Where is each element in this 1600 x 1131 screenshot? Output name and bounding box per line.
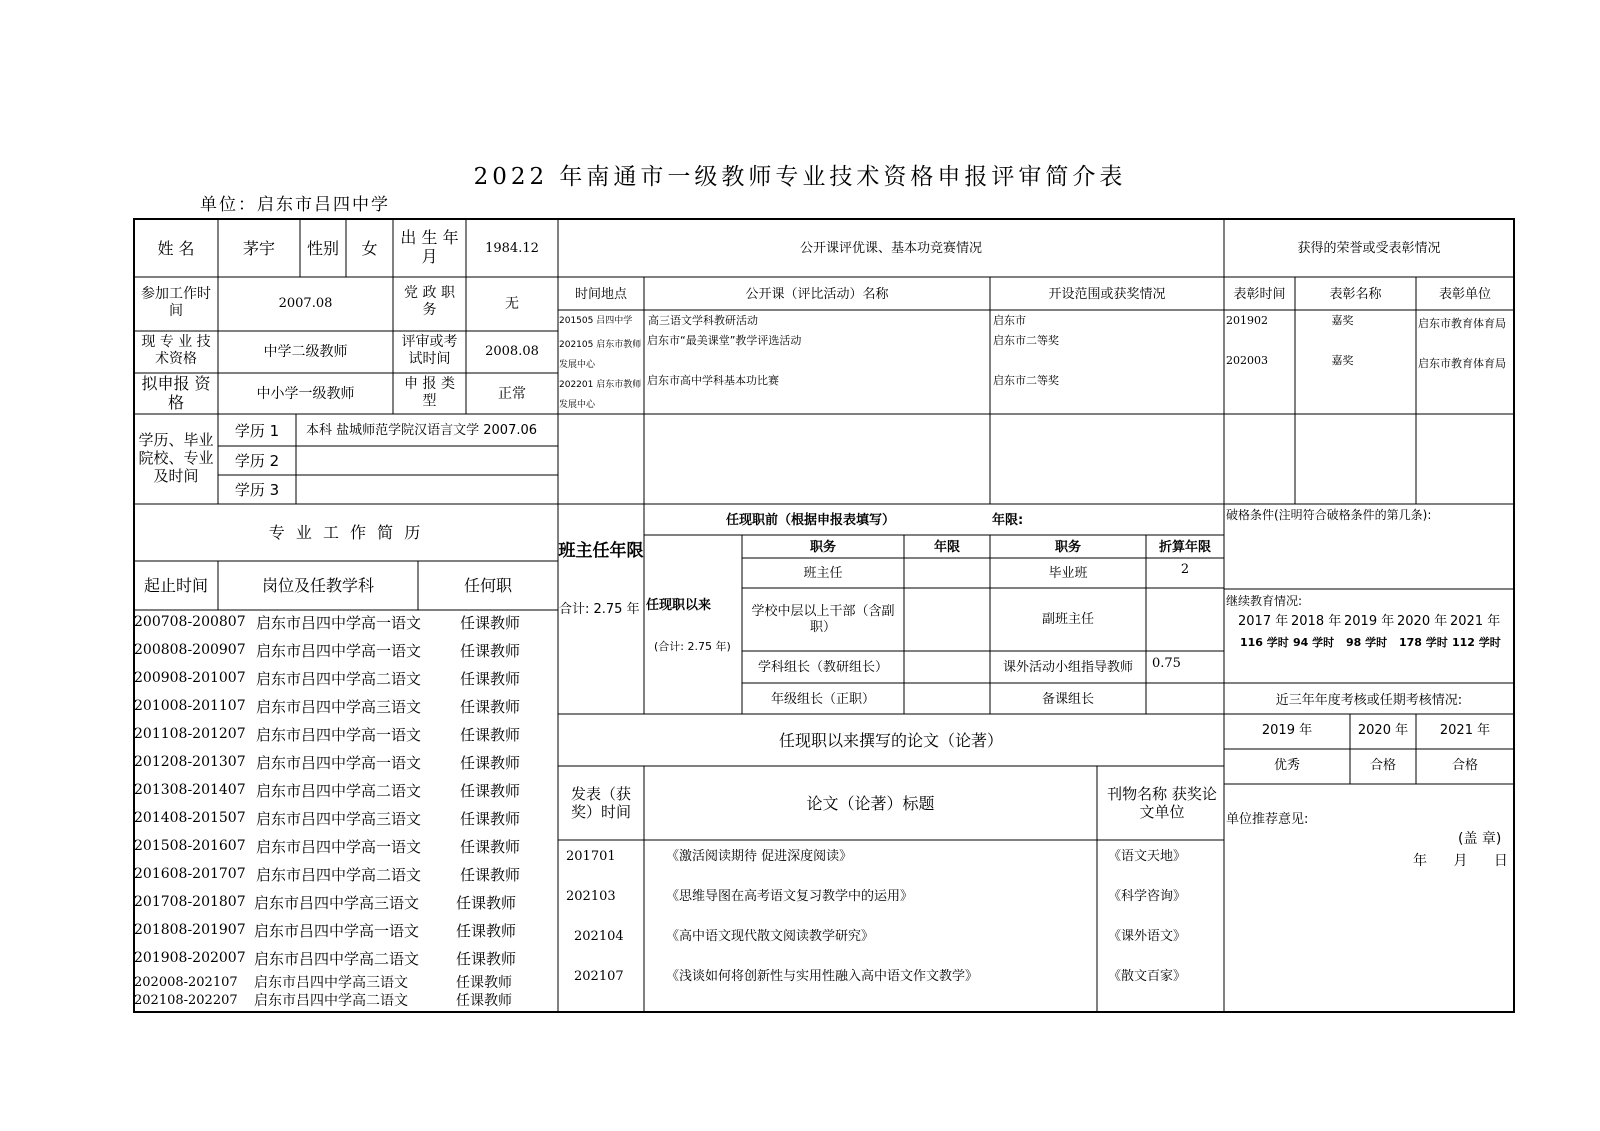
cont-edu-hours: 178 学时: [1399, 636, 1448, 649]
cur-qual-value: 中学二级教师: [263, 344, 348, 360]
homeroom-header-duty2: 职务: [1054, 540, 1081, 555]
resume-role: 任课教师: [460, 866, 521, 884]
resume-header-time: 起止时间: [143, 576, 208, 595]
paper-title: 《浅谈如何将创新性与实用性融入高中语文作文教学》: [666, 969, 979, 984]
paper-time: 201701: [566, 849, 616, 864]
review-time-value: 2008.08: [485, 344, 539, 359]
homeroom-since-label: 任现职以来: [646, 598, 712, 613]
contest-3-result: 启东市二等奖: [993, 374, 1059, 387]
cont-edu-hours: 94 学时: [1293, 636, 1335, 649]
paper-journal: 《科学咨询》: [1108, 889, 1187, 904]
homeroom-duty: 学校中层以上干部（含副职）: [751, 604, 895, 635]
resume-role: 任课教师: [456, 975, 512, 991]
resume-period: 200808-200907: [134, 642, 246, 658]
honor-2-unit: 启东市教育体育局: [1418, 357, 1506, 370]
honors-header-unit: 表彰单位: [1438, 287, 1491, 302]
resume-post: 启东市吕四中学高二语文: [254, 993, 408, 1009]
contest-2-result: 启东市二等奖: [993, 334, 1059, 347]
resume-post: 启东市吕四中学高二语文: [256, 782, 422, 800]
assessment-year: 2019 年: [1261, 723, 1313, 738]
resume-header-post: 岗位及任教学科: [261, 576, 374, 595]
party-value: 无: [505, 296, 519, 312]
cont-edu-year: 2020 年: [1397, 614, 1448, 629]
resume-period: 201708-201807: [134, 894, 246, 910]
resume-period: 201408-201507: [134, 810, 246, 826]
name-value: 茅宇: [242, 239, 275, 258]
assessment-result: 合格: [1369, 758, 1396, 773]
resume-title: 专 业 工 作 简 历: [268, 523, 424, 542]
page-title: 2022 年南通市一级教师专业技术资格申报评审简介表: [473, 164, 1127, 190]
cont-edu-hours: 112 学时: [1452, 636, 1501, 649]
honor-1-time: 201902: [1226, 314, 1268, 327]
resume-role: 任课教师: [460, 642, 521, 660]
review-time-label: 评审或考试时间: [401, 334, 458, 367]
cont-edu-year: 2018 年: [1291, 614, 1342, 629]
cur-qual-label: 现 专 业 技术资格: [141, 334, 211, 367]
assessment-year: 2020 年: [1357, 723, 1409, 738]
paper-time: 202107: [574, 969, 624, 984]
resume-period: 201608-201707: [134, 866, 246, 882]
resume-role: 任课教师: [460, 670, 521, 688]
homeroom-header-years1: 年限: [933, 540, 960, 555]
resume-period: 201008-201107: [134, 698, 246, 714]
apply-type-value: 正常: [498, 386, 526, 402]
resume-post: 启东市吕四中学高二语文: [256, 866, 422, 884]
homeroom-before-label: 任现职前（根据申报表填写）: [726, 513, 896, 528]
gender-label: 性别: [306, 239, 339, 258]
resume-role: 任课教师: [460, 698, 521, 716]
paper-time: 202104: [574, 929, 624, 944]
education-1-label: 学历 1: [234, 422, 280, 440]
education-2-label: 学历 2: [234, 452, 280, 470]
resume-role: 任课教师: [460, 726, 521, 744]
resume-post: 启东市吕四中学高二语文: [254, 950, 420, 968]
contest-header-result: 开设范围或获奖情况: [1048, 287, 1166, 302]
assessment-result: 优秀: [1273, 758, 1300, 773]
papers-title: 任现职以来撰写的论文（论著）: [778, 731, 1003, 750]
gender-value: 女: [361, 239, 378, 258]
break-condition-label: 破格条件(注明符合破格条件的第几条):: [1226, 508, 1432, 522]
paper-title: 《思维导图在高考语文复习教学中的运用》: [666, 889, 914, 904]
resume-role: 任课教师: [460, 614, 521, 632]
seal-label: (盖 章): [1458, 831, 1502, 847]
cont-edu-year: 2019 年: [1344, 614, 1395, 629]
resume-period: 201208-201307: [134, 754, 246, 770]
homeroom-header-years2: 折算年限: [1158, 540, 1211, 555]
homeroom-title: 班主任年限: [558, 541, 644, 561]
contest-header-name: 公开课（评比活动）名称: [745, 287, 889, 302]
resume-post: 启东市吕四中学高三语文: [256, 810, 422, 828]
homeroom-duty: 学科组长（教研组长）: [757, 660, 888, 675]
apply-qual-value: 中小学一级教师: [256, 386, 355, 402]
resume-role: 任课教师: [460, 810, 521, 828]
date-label: 年 月 日: [1413, 853, 1508, 869]
resume-post: 启东市吕四中学高一语文: [256, 614, 422, 632]
cont-edu-year: 2017 年: [1238, 614, 1289, 629]
contest-3-name: 启东市高中学科基本功比赛: [647, 374, 779, 387]
resume-role: 任课教师: [460, 838, 521, 856]
apply-type-label: 申 报 类 型: [404, 376, 455, 409]
birth-label: 出 生 年 月: [400, 228, 459, 267]
contest-2-time: 202105 启东市教师发展中心: [559, 340, 642, 370]
contest-1-time: 201505 吕四中学: [559, 316, 633, 326]
resume-post: 启东市吕四中学高一语文: [254, 922, 420, 940]
homeroom-converted: 2: [1180, 562, 1190, 577]
work-start-label: 参加工作时间: [141, 286, 211, 319]
resume-period: 201108-201207: [134, 726, 246, 742]
paper-journal: 《散文百家》: [1108, 969, 1187, 984]
paper-title: 《高中语文现代散文阅读教学研究》: [666, 929, 875, 944]
papers-header-journal: 刊物名称 获奖论文单位: [1107, 785, 1217, 821]
paper-journal: 《语文天地》: [1108, 849, 1187, 864]
papers-header-title: 论文（论著）标题: [806, 794, 935, 813]
contest-title: 公开课评优课、基本功竞赛情况: [799, 241, 982, 256]
education-3-label: 学历 3: [234, 481, 280, 499]
resume-post: 启东市吕四中学高一语文: [256, 726, 422, 744]
resume-period: 202008-202107: [134, 975, 238, 990]
contest-2-name: 启东市“最美课堂”教学评选活动: [647, 334, 802, 347]
resume-post: 启东市吕四中学高二语文: [256, 670, 422, 688]
assessment-result: 合格: [1451, 758, 1478, 773]
homeroom-duty: 班主任: [803, 566, 843, 581]
resume-period: 201308-201407: [134, 782, 246, 798]
homeroom-since-total: (合计: 2.75 年): [654, 640, 731, 653]
birth-value: 1984.12: [485, 241, 539, 256]
paper-time: 202103: [566, 889, 616, 904]
resume-role: 任课教师: [456, 894, 517, 912]
honors-title: 获得的荣誉或受表彰情况: [1297, 241, 1441, 256]
resume-period: 201908-202007: [134, 950, 246, 966]
homeroom-total: 合计: 2.75 年: [559, 602, 640, 617]
resume-post: 启东市吕四中学高一语文: [256, 838, 422, 856]
education-label: 学历、毕业院校、专业及时间: [138, 431, 214, 485]
continuing-education-label: 继续教育情况:: [1226, 594, 1303, 608]
resume-post: 启东市吕四中学高三语文: [256, 698, 422, 716]
resume-post: 启东市吕四中学高三语文: [254, 975, 408, 991]
recommend-label: 单位推荐意见:: [1226, 812, 1309, 827]
resume-post: 启东市吕四中学高三语文: [254, 894, 420, 912]
resume-post: 启东市吕四中学高一语文: [256, 642, 422, 660]
homeroom-duty: 年级组长（正职）: [770, 692, 875, 707]
resume-role: 任课教师: [456, 922, 517, 940]
education-1-value: 本科 盐城师范学院汉语言文学 2007.06: [306, 423, 538, 438]
assessment-year: 2021 年: [1439, 723, 1491, 738]
work-start-value: 2007.08: [278, 296, 333, 311]
resume-role: 任课教师: [456, 950, 517, 968]
homeroom-converted: 0.75: [1152, 656, 1181, 671]
honors-header-time: 表彰时间: [1233, 287, 1286, 302]
apply-qual-label: 拟申报 资 格: [141, 374, 211, 413]
honor-1-name: 嘉奖: [1331, 314, 1354, 327]
resume-role: 任课教师: [460, 754, 521, 772]
homeroom-duty2: 备课组长: [1041, 692, 1094, 707]
unit-label: 单位：启东市吕四中学: [200, 195, 390, 215]
contest-1-result: 启东市: [993, 314, 1026, 327]
cont-edu-year: 2021 年: [1450, 614, 1501, 629]
party-label: 党 政 职 务: [404, 285, 455, 318]
resume-period: 200708-200807: [134, 614, 246, 630]
honor-2-time: 202003: [1226, 354, 1268, 367]
homeroom-header-duty1: 职务: [809, 540, 836, 555]
resume-header-role: 任何职: [463, 576, 512, 595]
honor-1-unit: 启东市教育体育局: [1418, 317, 1506, 330]
homeroom-duty2: 课外活动小组指导教师: [1002, 660, 1133, 675]
contest-1-name: 高三语文学科教研活动: [648, 314, 758, 327]
honor-2-name: 嘉奖: [1331, 354, 1354, 367]
resume-role: 任课教师: [456, 993, 512, 1009]
assessment-title: 近三年年度考核或任期考核情况:: [1275, 693, 1463, 708]
homeroom-duty2: 毕业班: [1048, 566, 1088, 581]
resume-period: 200908-201007: [134, 670, 246, 686]
papers-header-time: 发表（获奖）时间: [570, 785, 631, 821]
cont-edu-hours: 116 学时: [1240, 636, 1289, 649]
paper-title: 《激活阅读期待 促进深度阅读》: [666, 849, 853, 864]
resume-post: 启东市吕四中学高一语文: [256, 754, 422, 772]
resume-period: 201508-201607: [134, 838, 246, 854]
contest-3-time: 202201 启东市教师发展中心: [559, 380, 642, 410]
homeroom-duty2: 副班主任: [1041, 612, 1094, 627]
resume-period: 202108-202207: [134, 993, 238, 1008]
paper-journal: 《课外语文》: [1108, 929, 1187, 944]
cont-edu-hours: 98 学时: [1346, 636, 1388, 649]
name-label: 姓 名: [157, 239, 195, 258]
homeroom-years-label: 年限:: [992, 513, 1024, 528]
resume-role: 任课教师: [460, 782, 521, 800]
resume-period: 201808-201907: [134, 922, 246, 938]
honors-header-name: 表彰名称: [1329, 287, 1382, 302]
contest-header-time: 时间地点: [574, 287, 627, 302]
